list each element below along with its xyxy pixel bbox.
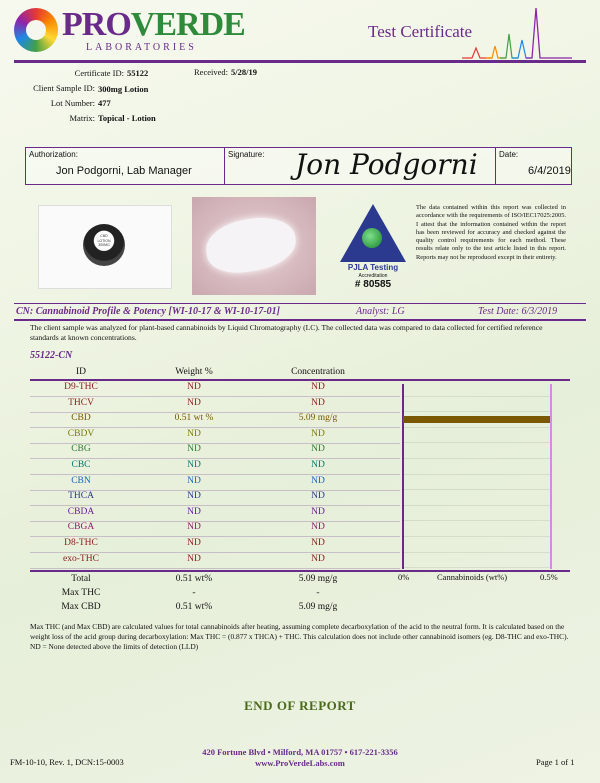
header-divider <box>14 60 586 63</box>
totals-row <box>30 601 400 615</box>
certificate-id: 55122 <box>127 68 149 78</box>
logo-verde-text: VERDE <box>130 6 245 43</box>
logo-wordmark <box>62 6 245 44</box>
lot-number-label: Lot Number: <box>50 98 95 108</box>
cell-weight: ND <box>187 382 201 392</box>
col-header-weight: Weight % <box>175 367 213 377</box>
total-cell-conc: 5.09 mg/g <box>298 574 338 584</box>
lot-number: 477 <box>98 98 111 108</box>
cell-conc: ND <box>311 382 325 392</box>
cell-conc: ND <box>311 491 325 502</box>
cell-id: CBD <box>71 413 91 424</box>
section-divider-top <box>14 303 586 304</box>
chart-xmin-label: 0% <box>398 572 410 582</box>
signature-cell <box>225 148 496 184</box>
cell-conc: 5.09 mg/g <box>298 413 338 424</box>
total-cell-conc: 5.09 mg/g <box>298 602 338 612</box>
chart-gridline <box>402 520 550 521</box>
sample-photo <box>192 197 316 295</box>
received-label: Received: <box>194 67 228 77</box>
cell-id: CBDV <box>67 428 95 439</box>
table-row <box>30 521 400 537</box>
chart-axis-right <box>550 384 552 569</box>
col-header-id: ID <box>75 367 87 377</box>
test-date: Test Date: 6/3/2019 <box>478 306 558 317</box>
cell-weight: ND <box>187 553 201 564</box>
table-row <box>30 397 400 413</box>
chart-gridline <box>402 536 550 537</box>
totals-row <box>30 573 400 587</box>
jar-label-line3: 300MG <box>98 243 110 247</box>
table-row <box>30 381 400 397</box>
signature: Jon Podgorni <box>295 148 478 181</box>
chart-gridline <box>402 458 550 459</box>
total-cell-weight: 0.51 wt% <box>175 602 213 612</box>
cell-conc: ND <box>311 460 325 470</box>
signature-label: Signature: <box>228 150 265 159</box>
chart-gridline <box>402 489 550 490</box>
total-cell-id: Max CBD <box>61 602 101 612</box>
table-row <box>30 475 400 491</box>
authorization-label: Authorization: <box>29 150 78 159</box>
form-id: FM-10-10, Rev. 1, DCN:15-0003 <box>10 757 124 767</box>
cell-weight: ND <box>187 475 201 486</box>
cell-conc: ND <box>311 506 325 517</box>
cell-conc: ND <box>311 397 325 408</box>
chart-gridline <box>402 505 550 506</box>
total-cell-weight: 0.51 wt% <box>175 574 213 584</box>
cell-conc: ND <box>311 553 325 564</box>
end-of-report: END OF REPORT <box>244 698 356 713</box>
chart-gridline <box>402 411 550 412</box>
cell-id: CBDA <box>67 506 95 517</box>
cell-conc: ND <box>311 444 325 455</box>
cell-conc: ND <box>311 475 325 486</box>
pjla-number: # 80585 <box>354 279 392 290</box>
client-sample-id-label: Client Sample ID: <box>33 83 95 93</box>
cell-id: D9-THC <box>64 382 98 392</box>
col-header-concentration: Concentration <box>291 367 345 377</box>
footer-website[interactable]: www.ProVerdeLabs.com <box>255 758 345 768</box>
cell-id: CBGA <box>67 522 95 533</box>
chart-gridline <box>402 567 550 568</box>
logo-icon <box>14 8 58 52</box>
cell-id: exo-THC <box>63 553 99 564</box>
jar-label-line2: LOTION <box>97 238 111 243</box>
matrix: Topical - Lotion <box>98 113 156 123</box>
chart-bar-cbd <box>403 416 550 423</box>
product-photo <box>38 205 172 289</box>
cell-weight: ND <box>187 491 201 502</box>
spectrum-icon <box>462 4 572 62</box>
table-row <box>30 506 400 522</box>
table-row <box>30 490 400 506</box>
page-title: Test Certificate <box>368 22 473 41</box>
authorization-date: 6/4/2019 <box>528 165 571 177</box>
certificate-id-label: Certificate ID: <box>74 68 124 78</box>
chart-gridline <box>402 427 550 428</box>
total-cell-id: Total <box>71 574 91 584</box>
footnote: Max THC (and Max CBD) are calculated values for total cannabinoids after heating, assuming complete decarboxylation of the acid to the neutral form. It is calculated based on the weight loss of the acid group during decarboxylation: Max THC = (0.877 x THCA) + THC. This calculation does not include other cannabinoid isomers (eg. D8-THC and exo-THC). ND = None detected above the limits of detection (LLD) <box>30 622 569 651</box>
section-divider-bottom <box>14 319 586 321</box>
cell-weight: 0.51 wt % <box>174 413 214 424</box>
table-row <box>30 412 400 428</box>
pjla-sub: Accreditation <box>358 273 388 279</box>
chart-xmax-label: 0.5% <box>540 572 558 582</box>
cell-id: CBC <box>71 460 91 470</box>
pjla-name: PJLA Testing <box>347 263 399 272</box>
method-description: The client sample was analyzed for plant-based cannabinoids by Liquid Chromatography (LC). The collected data was compared to data collected for certified reference standards at known concentrations. <box>30 323 543 342</box>
cell-weight: ND <box>187 397 201 408</box>
jar-label <box>91 234 117 248</box>
cell-weight: ND <box>187 538 201 548</box>
chart-gridline <box>402 552 550 553</box>
total-cell-id: Max THC <box>61 588 101 598</box>
sample-id: 55122-CN <box>30 350 73 361</box>
pjla-atom-icon <box>362 228 382 248</box>
cell-weight: ND <box>187 522 201 533</box>
total-cell-weight: - <box>192 588 196 598</box>
analyst: Analyst: LG <box>356 306 405 317</box>
matrix-label: Matrix: <box>69 113 95 123</box>
date-cell <box>496 148 571 184</box>
cell-conc: ND <box>311 428 325 439</box>
logo-sub: LABORATORIES <box>86 42 197 53</box>
table-row <box>30 553 400 569</box>
cell-id: D8-THC <box>64 538 98 548</box>
lotion-image <box>203 213 299 277</box>
logo-pro-text: PRO <box>62 6 131 43</box>
authorization-value: Jon Podgorni, Lab Manager <box>56 165 192 177</box>
cell-weight: ND <box>187 506 201 517</box>
attestation-statement: The data contained within this report was collected in accordance with the requirements of ISO/IEC17025:2005. I attest that the information contained within the report has been reviewed for accuracy and checked against the quality control requirements for each method. These results relate only to the test article listed in this report. Reports may not be reproduced except in their entirety. <box>416 204 566 261</box>
cell-id: CBG <box>71 444 91 455</box>
cell-weight: ND <box>187 460 201 470</box>
cell-weight: ND <box>187 428 201 439</box>
received-date: 5/28/19 <box>231 67 257 77</box>
chart-gridline <box>402 442 550 443</box>
table-row <box>30 443 400 459</box>
cell-conc: ND <box>311 538 325 548</box>
cell-id: THCA <box>68 491 94 502</box>
chart-xlabel: Cannabinoids (wt%) <box>437 572 508 582</box>
table-row <box>30 459 400 475</box>
footer-address: 420 Fortune Blvd • Milford, MA 01757 • 617-221-3356 <box>202 747 398 757</box>
cell-id: CBN <box>71 475 91 486</box>
table-row <box>30 537 400 553</box>
section-title: CN: Cannabinoid Profile & Potency [WI-10-17 & WI-10-17-01] <box>16 306 280 317</box>
authorization-table <box>25 147 572 185</box>
client-sample-id: 300mg Lotion <box>98 84 149 94</box>
cell-id: THCV <box>68 397 94 408</box>
cell-weight: ND <box>187 444 201 455</box>
jar-label-line1: CBD <box>100 234 108 238</box>
page-number: Page 1 of 1 <box>536 757 575 767</box>
table-row <box>30 428 400 444</box>
authorization-cell <box>26 148 225 184</box>
chart-gridline <box>402 396 550 397</box>
chart-gridline <box>402 474 550 475</box>
totals-row <box>30 587 400 601</box>
date-label: Date: <box>499 150 519 159</box>
total-cell-conc: - <box>316 588 320 598</box>
pjla-badge <box>336 200 410 290</box>
cell-conc: ND <box>311 522 325 533</box>
